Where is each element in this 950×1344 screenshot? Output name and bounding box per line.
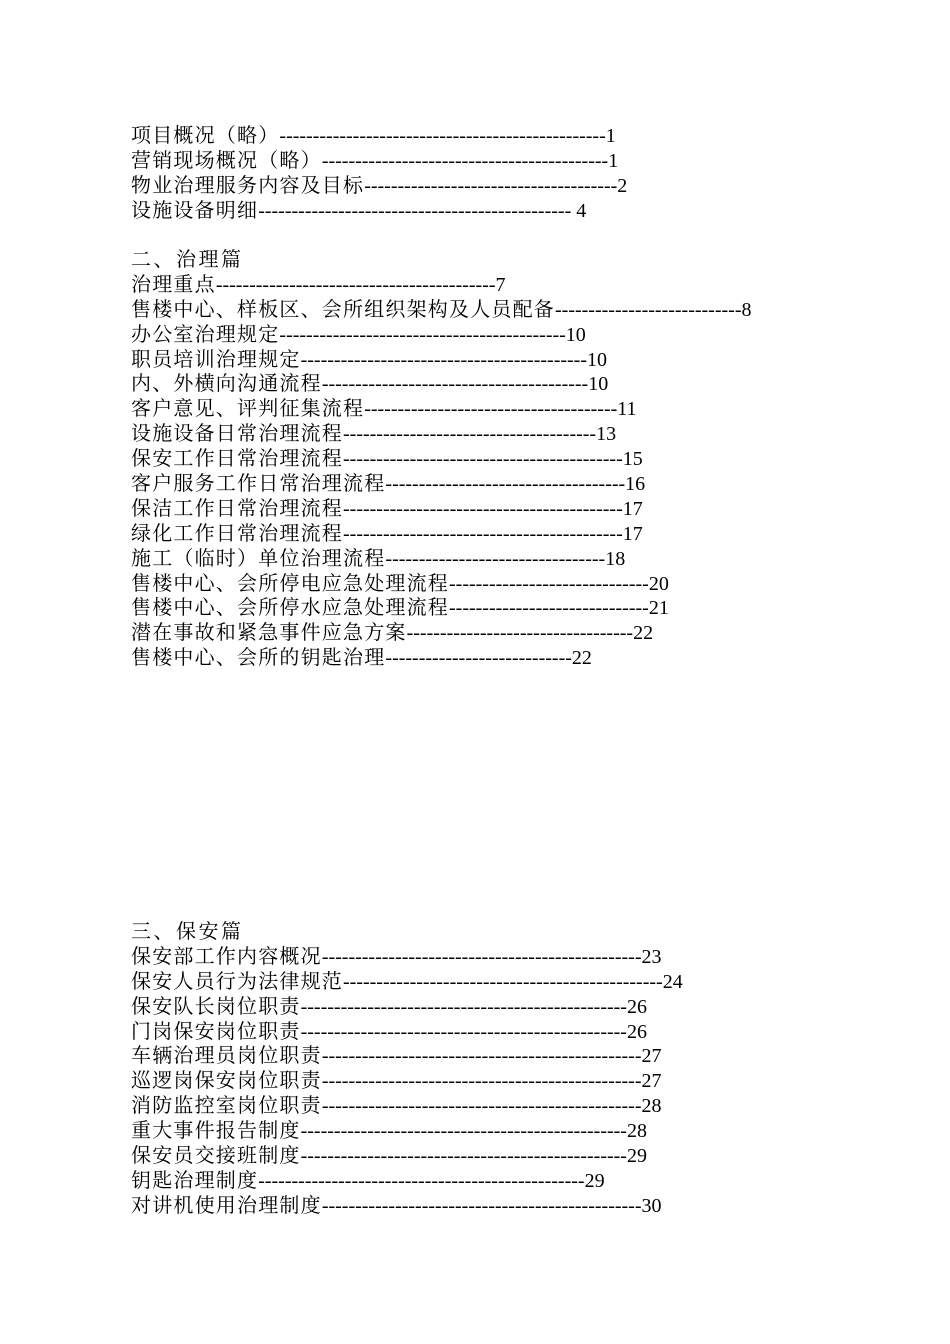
toc-page-number: 28 <box>641 1095 662 1118</box>
toc-leader: ------------------------------------------------ <box>321 1070 642 1093</box>
toc-leader: ------------------------------------ <box>385 473 626 496</box>
toc-leader: ------------------------------------------- <box>300 348 587 371</box>
toc-leader: ------------------------------------------------ <box>321 1095 642 1118</box>
toc-page-number: 10 <box>587 348 607 371</box>
toc-page-number: 11 <box>617 398 637 421</box>
toc-entry-title: 售楼中心、会所停电应急处理流程 <box>131 572 449 595</box>
toc-leader: ------------------------------------------- <box>279 323 566 346</box>
toc-entry <box>131 1020 683 1045</box>
toc-entry <box>131 472 751 497</box>
toc-page-number: 22 <box>571 647 592 670</box>
toc-page-number: 28 <box>626 1120 647 1143</box>
toc-leader: ---------------------------------------- <box>321 373 589 396</box>
toc-leader: ------------------------------------------------- <box>300 995 627 1018</box>
toc-page-number: 26 <box>626 1020 647 1043</box>
toc-leader: ---------------------------- <box>385 647 572 670</box>
toc-entry <box>131 1044 683 1069</box>
toc-entry-title: 保安工作日常治理流程 <box>131 448 343 471</box>
toc-entry <box>131 273 751 298</box>
toc-entry <box>131 372 751 397</box>
toc-entry <box>131 323 751 348</box>
toc-entry <box>131 522 751 547</box>
toc-page-number: 22 <box>633 622 654 645</box>
toc-entry <box>131 1194 683 1219</box>
toc-entry-title: 售楼中心、会所停水应急处理流程 <box>131 597 449 620</box>
toc-leader: ------------------------------ <box>449 597 649 620</box>
toc-page-number: 17 <box>622 497 643 520</box>
toc-entry <box>131 497 751 522</box>
toc-page-number: 8 <box>741 298 752 321</box>
section-heading: 三、保安篇 <box>131 921 244 943</box>
toc-entry <box>131 149 627 174</box>
toc-entry-title: 保安队长岗位职责 <box>131 995 301 1018</box>
toc-entry-title: 绿化工作日常治理流程 <box>131 522 343 545</box>
toc-leader: ------------------------------------------------ <box>343 970 663 993</box>
toc-entry <box>131 174 627 199</box>
toc-entry <box>131 646 751 671</box>
toc-entry-title: 潜在事故和紧急事件应急方案 <box>131 622 407 645</box>
toc-entry <box>131 397 751 422</box>
toc-entry-title: 门岗保安岗位职责 <box>131 1020 301 1043</box>
toc-leader: ------------------------------------------------- <box>300 1145 627 1168</box>
toc-leader: -------------------------------------- <box>343 423 597 446</box>
toc-leader: -------------------------------------- <box>364 398 618 421</box>
toc-leader: ------------------------------------------------- <box>300 1120 627 1143</box>
section-heading: 二、治理篇 <box>131 249 244 271</box>
toc-page-number: 27 <box>641 1045 662 1068</box>
toc-entry <box>131 621 751 646</box>
toc-section-3 <box>131 920 683 1219</box>
toc-entry <box>131 945 683 970</box>
toc-entry <box>131 1169 683 1194</box>
toc-leader: --------------------------------- <box>385 547 606 570</box>
toc-page-number: 24 <box>662 970 683 993</box>
toc-entry <box>131 1094 683 1119</box>
toc-entry-title: 客户服务工作日常治理流程 <box>131 473 386 496</box>
toc-entry <box>131 447 751 472</box>
toc-leader: ----------------------------------------------- <box>258 199 577 222</box>
toc-leader: ------------------------------ <box>449 572 649 595</box>
toc-leader: ------------------------------------------ <box>343 448 623 471</box>
toc-page-number: 2 <box>617 174 628 197</box>
toc-leader: ------------------------------------------------ <box>321 1194 642 1217</box>
toc-leader: ------------------------------------------------ <box>321 1045 642 1068</box>
toc-page-number: 30 <box>641 1194 662 1217</box>
toc-section-2 <box>131 248 751 671</box>
toc-entry-title: 营销现场概况（略） <box>131 149 322 172</box>
toc-leader: ---------------------------------- <box>406 622 634 645</box>
toc-entry-title: 保安部工作内容概况 <box>131 945 322 968</box>
toc-entry-title: 对讲机使用治理制度 <box>131 1194 322 1217</box>
toc-leader: ------------------------------------------------ <box>321 945 642 968</box>
toc-leader: ------------------------------------------ <box>215 273 496 296</box>
toc-page-number: 26 <box>626 995 647 1018</box>
toc-entry <box>131 995 683 1020</box>
toc-page-number: 29 <box>626 1145 647 1168</box>
toc-page-number: 27 <box>641 1070 662 1093</box>
toc-entry-title: 保安人员行为法律规范 <box>131 970 343 993</box>
toc-entry-title: 施工（临时）单位治理流程 <box>131 547 386 570</box>
toc-entry-title: 设施设备日常治理流程 <box>131 423 343 446</box>
toc-page-number: 23 <box>641 945 662 968</box>
toc-entry-title: 保安员交接班制度 <box>131 1145 301 1168</box>
toc-entry-title: 消防监控室岗位职责 <box>131 1095 322 1118</box>
toc-leader: ------------------------------------------------- <box>258 1169 585 1192</box>
toc-entry-title: 治理重点 <box>131 273 216 296</box>
toc-entry-title: 办公室治理规定 <box>131 323 280 346</box>
toc-page-number: 17 <box>622 522 643 545</box>
toc-page-number: 10 <box>565 323 586 346</box>
toc-section-1 <box>131 124 627 224</box>
toc-page-number: 1 <box>608 149 619 172</box>
toc-leader: ------------------------------------------------- <box>279 125 606 147</box>
toc-entry <box>131 970 683 995</box>
toc-entry-title: 内、外横向沟通流程 <box>131 373 322 396</box>
toc-entry <box>131 596 751 621</box>
toc-page-number: 10 <box>588 373 609 396</box>
toc-entry <box>131 1069 683 1094</box>
toc-leader: -------------------------------------- <box>364 174 618 197</box>
toc-entry <box>131 199 627 224</box>
toc-entry <box>131 124 627 149</box>
toc-entry-title: 保洁工作日常治理流程 <box>131 497 343 520</box>
toc-page-number: 21 <box>648 597 669 620</box>
toc-leader: ------------------------------------------------- <box>300 1020 627 1043</box>
toc-entry-title: 车辆治理员岗位职责 <box>131 1045 322 1068</box>
toc-entry-title: 项目概况（略） <box>131 125 280 147</box>
toc-entry <box>131 422 751 447</box>
toc-entry <box>131 1144 683 1169</box>
toc-page-number: 18 <box>605 547 626 570</box>
toc-leader: ------------------------------------------ <box>343 522 623 545</box>
toc-entry-title: 职员培训治理规定 <box>131 348 301 371</box>
toc-leader: ---------------------------- <box>555 298 742 321</box>
toc-entry <box>131 298 751 323</box>
toc-entry-title: 客户意见、评判征集流程 <box>131 398 365 421</box>
toc-entry-title: 重大事件报告制度 <box>131 1120 301 1143</box>
toc-entry-title: 物业治理服务内容及目标 <box>131 174 365 197</box>
toc-entry <box>131 1119 683 1144</box>
toc-entry <box>131 348 751 373</box>
toc-page-number: 13 <box>596 423 617 446</box>
toc-page-number: 15 <box>622 448 643 471</box>
toc-entry-title: 售楼中心、会所的钥匙治理 <box>131 647 386 670</box>
toc-entry <box>131 572 751 597</box>
toc-page-number: 29 <box>584 1169 605 1192</box>
toc-page-number: 20 <box>648 572 669 595</box>
toc-page-number: 7 <box>495 273 506 296</box>
toc-page-number: 1 <box>605 125 616 147</box>
toc-page-number: 16 <box>625 473 646 496</box>
toc-leader: ------------------------------------------- <box>321 149 609 172</box>
toc-entry-title: 巡逻岗保安岗位职责 <box>131 1070 322 1093</box>
toc-entry-title: 钥匙治理制度 <box>131 1169 259 1192</box>
toc-entry-title: 售楼中心、样板区、会所组织架构及人员配备 <box>131 298 555 321</box>
toc-leader: ------------------------------------------ <box>343 497 623 520</box>
toc-page-number: 4 <box>576 199 587 222</box>
toc-entry-title: 设施设备明细 <box>131 199 259 222</box>
toc-entry <box>131 547 751 572</box>
